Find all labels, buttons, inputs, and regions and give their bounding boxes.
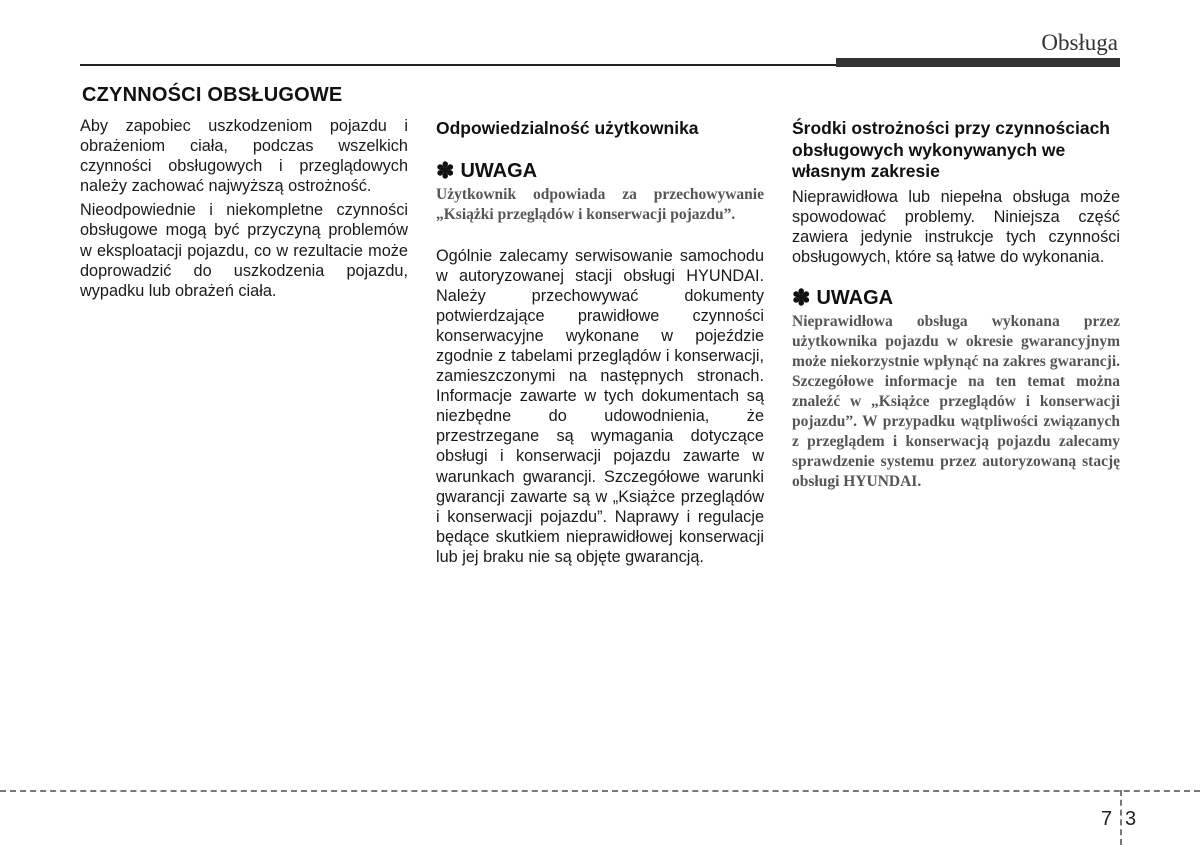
page-header-title: Obsługa	[1041, 30, 1118, 55]
chapter-number: 7	[1101, 808, 1113, 830]
page-number: 3	[1125, 808, 1137, 830]
column-intro	[80, 116, 408, 301]
warning-title: UWAGA	[460, 159, 538, 182]
header-accent-bar	[836, 58, 1120, 67]
warning-heading	[792, 287, 1120, 310]
footer-rule	[0, 790, 1200, 792]
warning-asterisk-icon: ✽	[792, 285, 811, 311]
warning-text: Użytkownik odpowiada za przechowywanie „Książki przeglądów i konserwacji pojazdu”.	[436, 185, 764, 223]
footer-separator	[1120, 790, 1122, 845]
warning-text: Nieprawidłowa obsługa wykonana przez użytkownika pojazdu w okresie gwarancyjnym może niekorzystnie wpłynąć na zakres gwarancji. Szczegółowe informacje na ten temat można znaleźć w „Książce przeglądów i konserwacji pojazdu”. W przypadku wątpliwości związanych z przeglądem i konserwacją pojazdu zalecamy sprawdzenie systemu przez autoryzowaną stację obsługi HYUNDAI.	[792, 312, 1120, 490]
column-owner-responsibility	[436, 116, 764, 567]
precautions-body: Nieprawidłowa lub niepełna obsługa może spowodować problemy. Niniejsza część zawiera jedynie instrukcje tych czynności obsługowych, które są łatwe do wykonania.	[792, 187, 1120, 266]
precautions-heading: Środki ostrożności przy czynnościach obsługowych wykonywanych we własnym zakresie	[792, 118, 1110, 181]
section-heading: CZYNNOŚCI OBSŁUGOWE	[82, 84, 343, 106]
warning-title: UWAGA	[816, 286, 894, 309]
column-precautions	[792, 116, 1120, 492]
header-rule	[80, 64, 840, 66]
warning-heading	[436, 160, 764, 183]
intro-paragraph: Nieodpowiednie i niekompletne czynności obsługowe mogą być przyczyną problemów w eksploatacji pojazdu, co w rezultacie może doprowadzić do uszkodzenia pojazdu, wypadku lub obrażeń ciała.	[80, 201, 408, 300]
owner-responsibility-body: Ogólnie zalecamy serwisowanie samochodu w autoryzowanej stacji obsługi HYUNDAI. Należy przechowywać dokumenty potwierdzające prawidłowe czynności konserwacyjne wykonane w pojeździe zgodnie z tabelami przeglądów i konserwacji, zamieszczonymi na następnych stronach. Informacje zawarte w tych dokumentach są niezbędne do udowodnienia, że przestrzegane są wymagania dotyczące obsługi i konserwacji pojazdu zawarte w warunkach gwarancji. Szczegółowe warunki gwarancji zawarte są w „Książce przeglądów i konserwacji pojazdu”. Naprawy i regulacje będące skutkiem nieprawidłowej konserwacji lub jej braku nie są objęte gwarancją.	[436, 246, 764, 566]
warning-asterisk-icon: ✽	[436, 158, 455, 183]
owner-responsibility-heading: Odpowiedzialność użytkownika	[436, 118, 699, 138]
intro-paragraph: Aby zapobiec uszkodzeniom pojazdu i obrażeniom ciała, podczas wszelkich czynności obsługowych i przeglądowych należy zachować najwyższą ostrożność.	[80, 117, 408, 196]
